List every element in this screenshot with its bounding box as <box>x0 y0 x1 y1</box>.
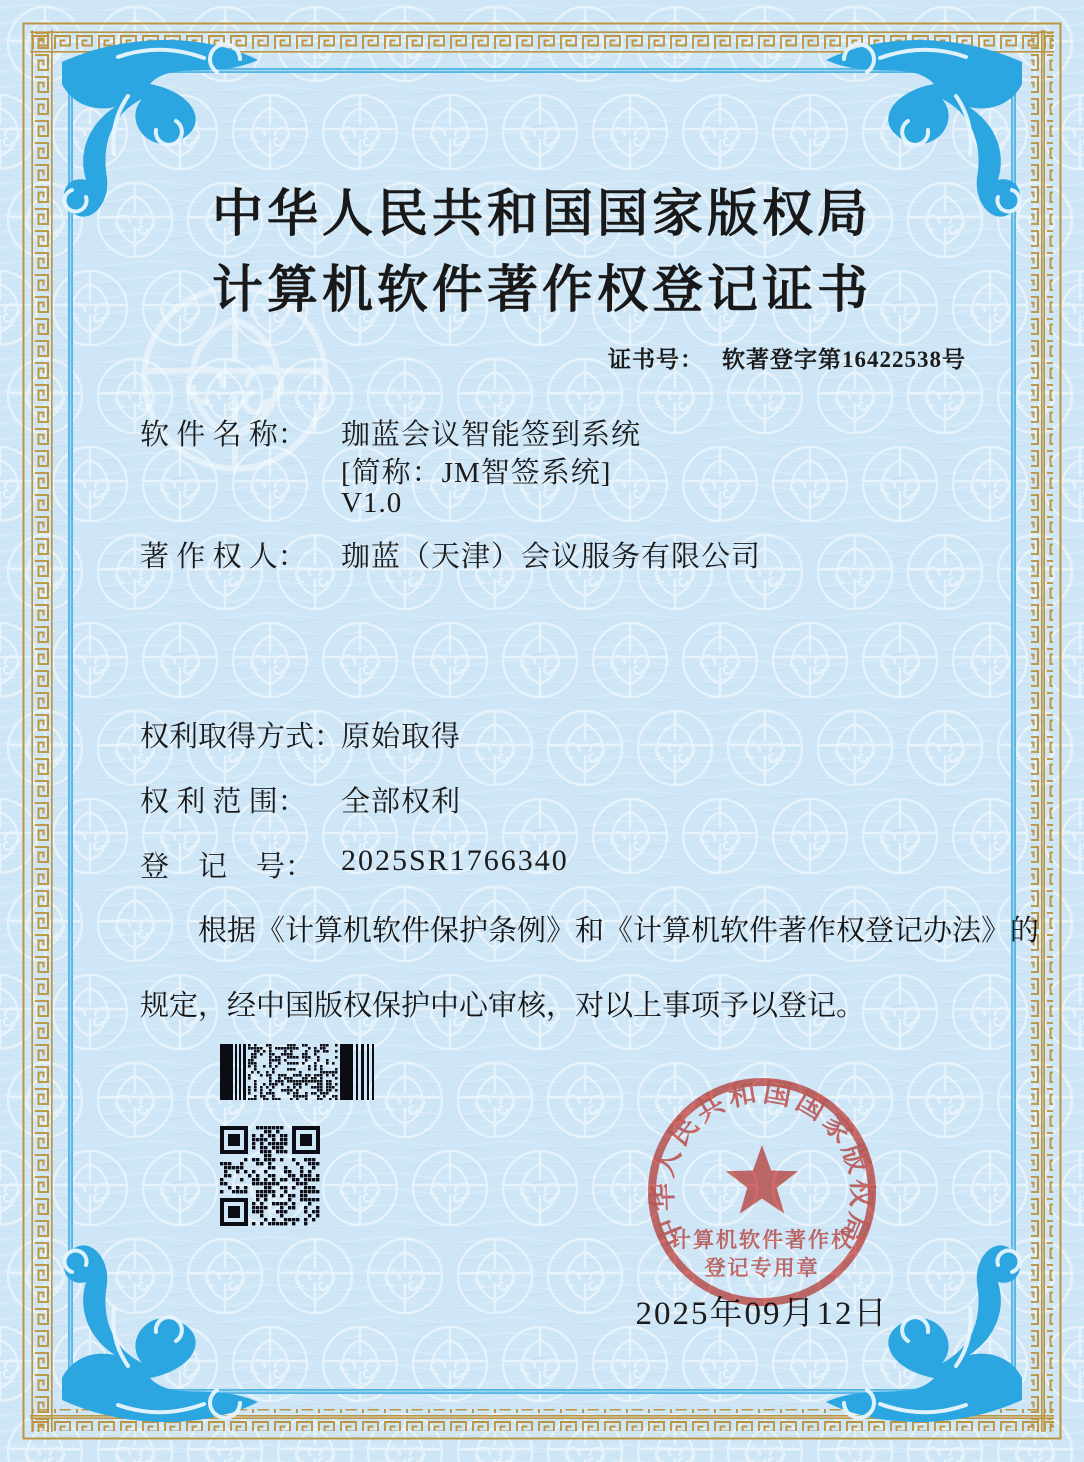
statement-line-2: 规定，经中国版权保护中心审核，对以上事项予以登记。 <box>140 990 866 1022</box>
statement-line-1: 根据《计算机软件保护条例》和《计算机软件著作权登记办法》的 <box>198 915 1040 947</box>
barcode <box>220 1044 378 1100</box>
software-version-value: V1.0 <box>341 487 403 519</box>
software-name-label: 软 件 名 称： <box>140 419 307 451</box>
svg-text:中华人民共和国国家版权局 <box>647 1076 878 1250</box>
certificate-number-row <box>608 341 966 374</box>
rights-scope-label: 权 利 范 围： <box>140 786 307 818</box>
certificate-title: 计算机软件著作权登记证书 <box>211 263 872 319</box>
registration-number-label: 登 记 号： <box>140 851 315 883</box>
seal-star-icon <box>726 1145 798 1214</box>
certificate-number-value: 软著登字第16422538号 <box>722 347 966 372</box>
seal-caption-line-2: 登记专用章 <box>704 1256 820 1280</box>
registration-statement <box>140 908 1040 1024</box>
qr-code <box>220 1126 320 1226</box>
software-short-name-value: [简称：JM智签系统] <box>341 457 612 489</box>
acquisition-method-value: 原始取得 <box>341 721 462 753</box>
official-seal <box>632 1061 892 1321</box>
issue-date: 2025年09月12日 <box>635 1296 889 1332</box>
copyright-owner-value: 珈蓝（天津）会议服务有限公司 <box>341 541 762 573</box>
registration-number-value: 2025SR1766340 <box>341 844 569 877</box>
seal-ring-text: 中华人民共和国国家版权局 <box>647 1076 877 1251</box>
seal-caption-line-1: 计算机软件著作权 <box>670 1228 854 1252</box>
certificate-number-label: 证书号： <box>608 347 704 372</box>
software-name-value: 珈蓝会议智能签到系统 <box>341 419 642 451</box>
copyright-owner-label: 著 作 权 人： <box>140 541 307 573</box>
acquisition-method-label: 权利取得方式： <box>140 721 344 753</box>
issuer-title: 中华人民共和国国家版权局 <box>211 187 872 243</box>
rights-scope-value: 全部权利 <box>341 786 462 818</box>
